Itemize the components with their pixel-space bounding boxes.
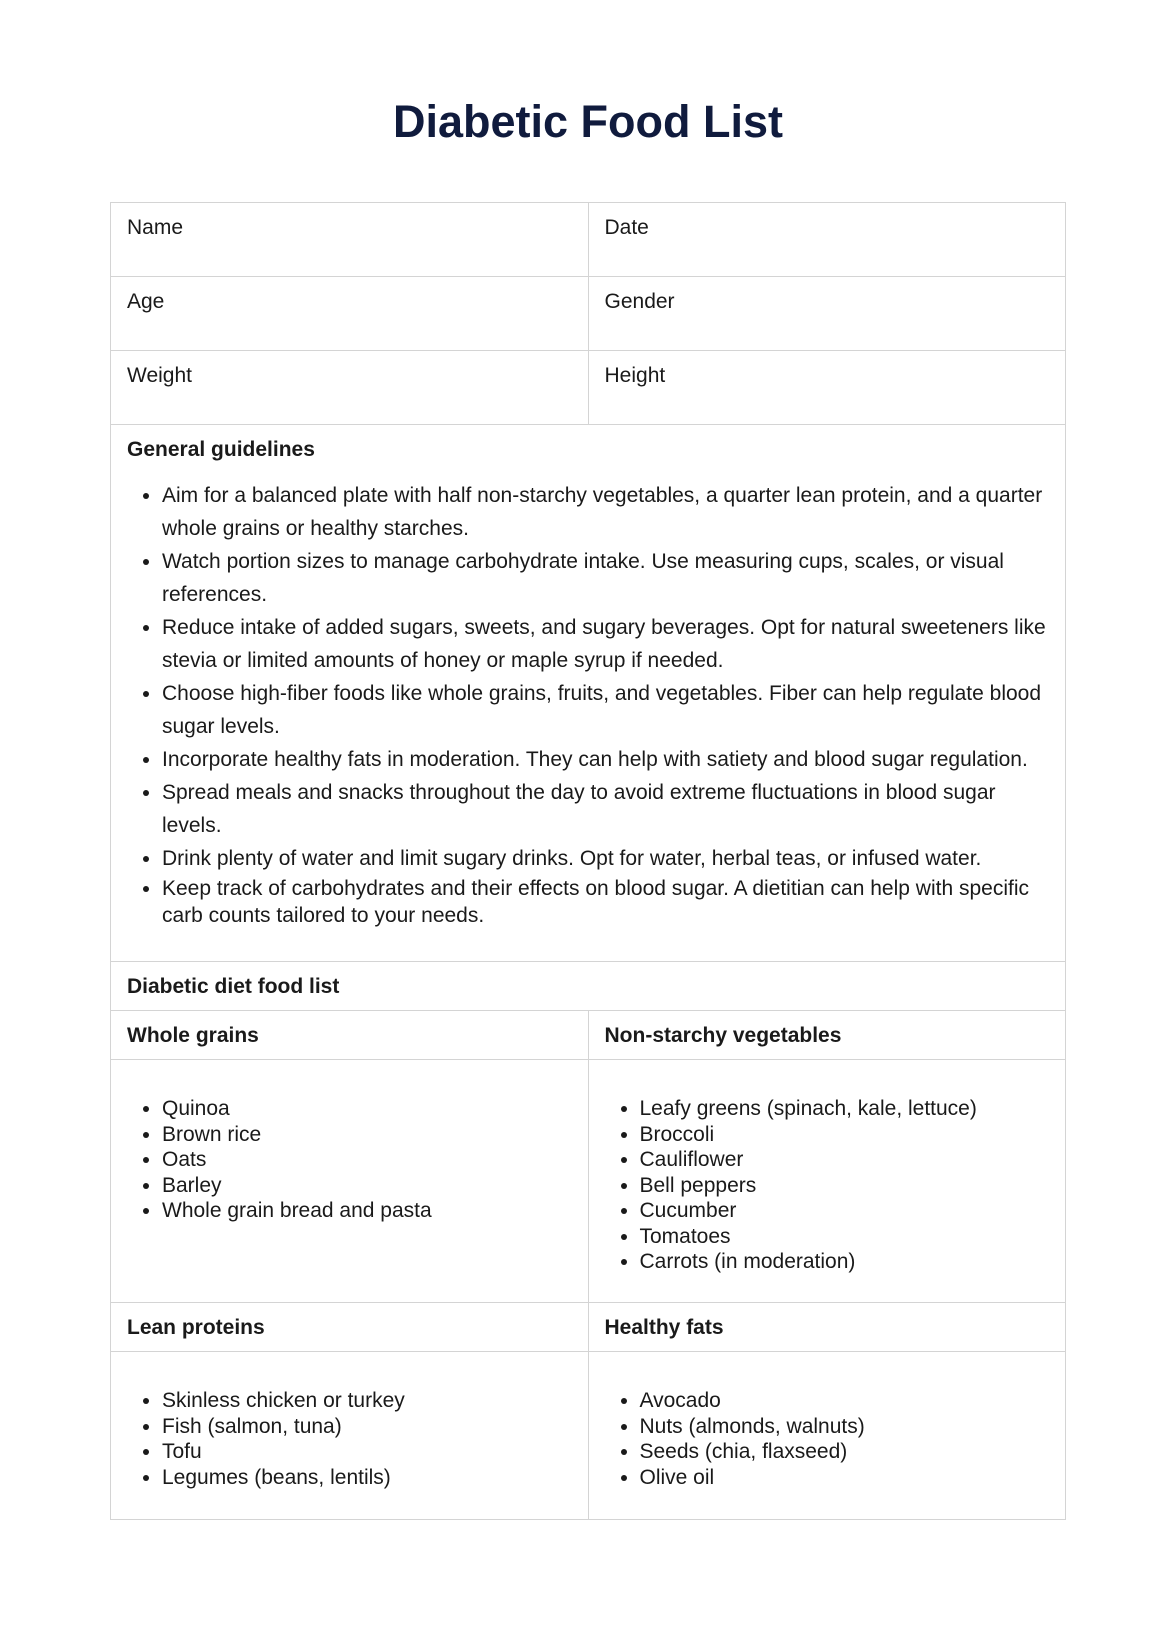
list-item: • Skinless chicken or turkey	[162, 1388, 572, 1414]
height-field[interactable]: Height	[588, 351, 1066, 425]
guideline-item: • Reduce intake of added sugars, sweets, and sugary beverages. Opt for natural sweeteners like stevia or limited amounts of honey or maple syrup if needed.	[162, 611, 1049, 677]
guideline-item: • Keep track of carbohydrates and their effects on blood sugar. A dietitian can help with specific carb counts tailored to your needs.	[162, 875, 1049, 929]
guidelines-section	[111, 425, 1066, 962]
list-item: • Barley	[162, 1173, 572, 1199]
vegetables-heading: Non-starchy vegetables	[604, 1024, 842, 1047]
list-item: • Seeds (chia, flaxseed)	[640, 1439, 1050, 1465]
gender-field[interactable]: Gender	[588, 277, 1066, 351]
list-item: • Broccoli	[640, 1122, 1050, 1148]
whole-grains-header	[111, 1011, 589, 1060]
date-field[interactable]: Date	[588, 203, 1066, 277]
whole-grains-list	[127, 1096, 572, 1224]
guidelines-cell	[111, 425, 1066, 962]
list-item: • Cucumber	[640, 1198, 1050, 1224]
lean-proteins-list	[127, 1388, 572, 1490]
healthy-fats-header	[588, 1303, 1066, 1352]
list-item: • Nuts (almonds, walnuts)	[640, 1414, 1050, 1440]
lean-proteins-heading: Lean proteins	[127, 1316, 265, 1339]
info-row-age-gender	[111, 277, 1066, 351]
list-item: • Quinoa	[162, 1096, 572, 1122]
vegetables-list	[605, 1096, 1050, 1275]
guideline-item: • Incorporate healthy fats in moderation. They can help with satiety and blood sugar regulation.	[162, 743, 1049, 776]
list-item: • Leafy greens (spinach, kale, lettuce)	[640, 1096, 1050, 1122]
list-item: • Whole grain bread and pasta	[162, 1198, 572, 1224]
healthy-fats-list	[605, 1388, 1050, 1490]
lean-proteins-cell	[111, 1352, 589, 1520]
guideline-item: • Aim for a balanced plate with half non-starchy vegetables, a quarter lean protein, and a quarter whole grains or healthy starches.	[162, 479, 1049, 545]
list-item: • Bell peppers	[640, 1173, 1050, 1199]
guideline-item: • Drink plenty of water and limit sugary drinks. Opt for water, herbal teas, or infused water.	[162, 842, 1049, 875]
list-item: • Avocado	[640, 1388, 1050, 1414]
food-list-heading-cell	[111, 962, 1066, 1011]
healthy-fats-heading: Healthy fats	[604, 1316, 724, 1339]
category-heading-row	[111, 1303, 1066, 1352]
list-item: • Cauliflower	[640, 1147, 1050, 1173]
category-heading-row	[111, 1011, 1066, 1060]
guideline-item: • Choose high-fiber foods like whole grains, fruits, and vegetables. Fiber can help regulate blood sugar levels.	[162, 677, 1049, 743]
whole-grains-cell	[111, 1060, 589, 1303]
guideline-item: • Spread meals and snacks throughout the day to avoid extreme fluctuations in blood sugar levels.	[162, 776, 1049, 842]
age-field[interactable]: Age	[111, 277, 589, 351]
healthy-fats-cell	[588, 1352, 1066, 1520]
vegetables-header	[588, 1011, 1066, 1060]
weight-field[interactable]: Weight	[111, 351, 589, 425]
guideline-item: • Watch portion sizes to manage carbohydrate intake. Use measuring cups, scales, or visual references.	[162, 545, 1049, 611]
list-item: • Brown rice	[162, 1122, 572, 1148]
food-list-heading: Diabetic diet food list	[127, 975, 340, 998]
list-item: • Olive oil	[640, 1465, 1050, 1491]
list-item: • Oats	[162, 1147, 572, 1173]
lean-proteins-header	[111, 1303, 589, 1352]
name-field[interactable]: Name	[111, 203, 589, 277]
category-list-row	[111, 1352, 1066, 1520]
vegetables-cell	[588, 1060, 1066, 1303]
guidelines-list	[127, 479, 1049, 929]
category-list-row	[111, 1060, 1066, 1303]
list-item: • Carrots (in moderation)	[640, 1249, 1050, 1275]
whole-grains-heading: Whole grains	[127, 1024, 259, 1047]
list-item: • Fish (salmon, tuna)	[162, 1414, 572, 1440]
food-list-form	[110, 202, 1066, 1520]
info-row-weight-height	[111, 351, 1066, 425]
food-list-heading-row	[111, 962, 1066, 1011]
list-item: • Legumes (beans, lentils)	[162, 1465, 572, 1491]
list-item: • Tofu	[162, 1439, 572, 1465]
guidelines-heading: General guidelines	[127, 438, 315, 461]
page-title: Diabetic Food List	[392, 96, 783, 147]
info-row-name-date	[111, 203, 1066, 277]
list-item: • Tomatoes	[640, 1224, 1050, 1250]
